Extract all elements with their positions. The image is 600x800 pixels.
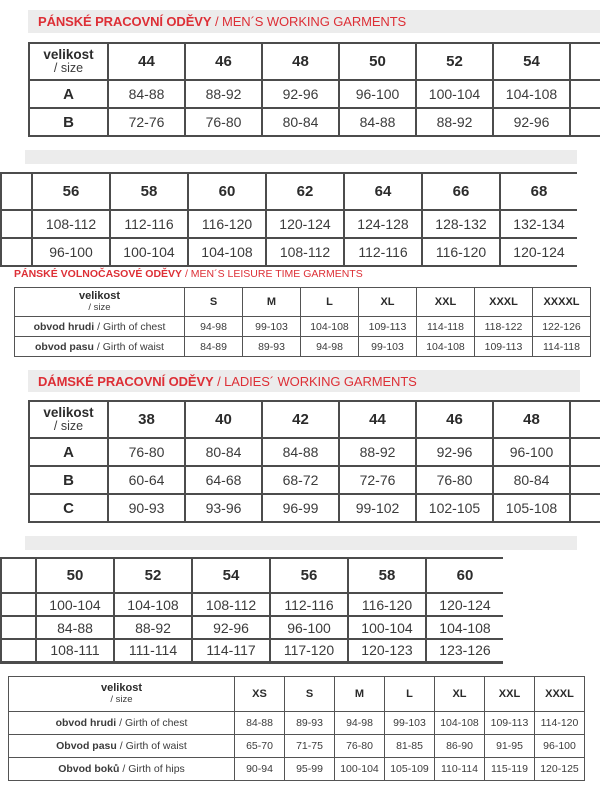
table-mens-working-1 [28, 42, 600, 137]
column-header: 44 [108, 43, 185, 80]
column-header: M [243, 288, 301, 317]
column-header: 38 [108, 401, 185, 438]
value-cell: 109-113 [359, 317, 417, 337]
value-cell: 88-92 [185, 80, 262, 108]
value-cell: 114-118 [417, 317, 475, 337]
table-ladies-working-1 [28, 400, 600, 523]
title-band-ladies-working [28, 370, 580, 392]
row-label [9, 712, 235, 735]
value-cell: 112-116 [110, 210, 188, 238]
value-cell: 96-100 [535, 735, 585, 758]
row-label [15, 337, 185, 357]
table-header-row [1, 558, 503, 593]
partial-cell [1, 593, 36, 616]
value-cell: 105-108 [493, 494, 570, 522]
value-cell: 72-76 [339, 466, 416, 494]
value-cell: 128-132 [422, 210, 500, 238]
size-label-czech: velikost [43, 404, 94, 420]
value-cell: 94-98 [335, 712, 385, 735]
value-cell: 80-84 [262, 108, 339, 136]
table-row [9, 758, 585, 781]
column-header: 50 [36, 558, 114, 593]
value-cell: 109-113 [475, 337, 533, 357]
value-cell: 84-88 [36, 616, 114, 639]
value-cell: 104-108 [188, 238, 266, 266]
table-row [15, 337, 591, 357]
size-label-header [9, 677, 235, 712]
row-label: C [29, 494, 108, 522]
value-cell: 100-104 [416, 80, 493, 108]
column-header: 46 [416, 401, 493, 438]
table-header-row [1, 173, 577, 210]
column-header: M [335, 677, 385, 712]
row-label-english: / Girth of waist [119, 740, 187, 752]
title-czech: PÁNSKÉ PRACOVNÍ ODĚVY [38, 14, 212, 29]
size-label-czech: velikost [79, 290, 120, 303]
table-ladies-working-2 [0, 557, 503, 664]
value-cell: 108-112 [266, 238, 344, 266]
partial-cell [1, 238, 32, 266]
value-cell: 84-88 [108, 80, 185, 108]
row-label-english: / Girth of chest [97, 320, 166, 333]
partial-cell [1, 558, 36, 593]
value-cell: 104-108 [435, 712, 485, 735]
size-label-english: / size [53, 419, 84, 434]
value-cell: 96-100 [339, 80, 416, 108]
value-cell: 99-103 [385, 712, 435, 735]
title-band-mens-working [28, 10, 600, 33]
partial-cell [570, 43, 600, 80]
value-cell: 92-96 [262, 80, 339, 108]
value-cell: 99-103 [243, 317, 301, 337]
row-label-czech: obvod hrudi [55, 717, 117, 729]
value-cell: 105-109 [385, 758, 435, 781]
value-cell: 100-104 [36, 593, 114, 616]
value-cell: 99-102 [339, 494, 416, 522]
value-cell: 104-108 [426, 616, 503, 639]
value-cell: 90-93 [108, 494, 185, 522]
value-cell: 120-123 [348, 639, 426, 662]
partial-cell [570, 438, 600, 466]
value-cell: 124-128 [344, 210, 422, 238]
partial-cell [1, 616, 36, 639]
value-cell: 76-80 [185, 108, 262, 136]
column-header: 46 [185, 43, 262, 80]
value-cell: 76-80 [335, 735, 385, 758]
value-cell: 71-75 [285, 735, 335, 758]
value-cell: 81-85 [385, 735, 435, 758]
value-cell: 90-94 [235, 758, 285, 781]
value-cell: 99-103 [359, 337, 417, 357]
title-czech: PÁNSKÉ VOLNOČASOVÉ ODĚVY [14, 268, 183, 280]
column-header: XL [435, 677, 485, 712]
title-english: / MEN´S LEISURE TIME GARMENTS [184, 268, 363, 280]
row-label: A [29, 80, 108, 108]
column-header: 42 [262, 401, 339, 438]
row-label-czech: Obvod boků [58, 763, 120, 775]
value-cell: 104-108 [301, 317, 359, 337]
value-cell: 84-88 [235, 712, 285, 735]
value-cell: 96-100 [493, 438, 570, 466]
title-english: / MEN´S WORKING GARMENTS [214, 14, 407, 29]
column-header: 68 [500, 173, 577, 210]
column-header: XXL [485, 677, 535, 712]
value-cell: 88-92 [339, 438, 416, 466]
value-cell: 118-122 [475, 317, 533, 337]
column-header: 56 [270, 558, 348, 593]
partial-cell [570, 401, 600, 438]
value-cell: 88-92 [114, 616, 192, 639]
table-row [1, 238, 577, 266]
value-cell: 114-117 [192, 639, 270, 662]
size-label-header [29, 43, 108, 80]
partial-cell [570, 466, 600, 494]
table-measurements-xs-xxxl [8, 676, 588, 781]
table-row [29, 466, 600, 494]
value-cell: 112-116 [344, 238, 422, 266]
value-cell: 120-124 [426, 593, 503, 616]
value-cell: 120-125 [535, 758, 585, 781]
table-mens-working-2 [0, 172, 577, 267]
value-cell: 94-98 [301, 337, 359, 357]
value-cell: 91-95 [485, 735, 535, 758]
table-row [29, 494, 600, 522]
table-row [1, 210, 577, 238]
table-mens-leisure [14, 287, 592, 357]
value-cell: 96-100 [270, 616, 348, 639]
value-cell: 96-99 [262, 494, 339, 522]
partial-cell [570, 108, 600, 136]
size-label-header [29, 401, 108, 438]
column-header: 44 [339, 401, 416, 438]
partial-cell [1, 210, 32, 238]
column-header: 40 [185, 401, 262, 438]
column-header: 58 [348, 558, 426, 593]
table-header-row [29, 43, 600, 80]
column-header: 64 [344, 173, 422, 210]
column-header: 52 [114, 558, 192, 593]
value-cell: 108-112 [192, 593, 270, 616]
value-cell: 123-126 [426, 639, 503, 662]
column-header: 48 [493, 401, 570, 438]
section-separator [25, 536, 577, 550]
row-label [15, 317, 185, 337]
column-header: XXXL [475, 288, 533, 317]
value-cell: 68-72 [262, 466, 339, 494]
table-header-row [29, 401, 600, 438]
column-header: 60 [188, 173, 266, 210]
size-label-english: / size [110, 694, 133, 706]
column-header: S [185, 288, 243, 317]
table-row [29, 108, 600, 136]
value-cell: 116-120 [348, 593, 426, 616]
value-cell: 95-99 [285, 758, 335, 781]
value-cell: 96-100 [32, 238, 110, 266]
value-cell: 84-88 [339, 108, 416, 136]
row-label-english: / Girth of waist [96, 340, 164, 353]
row-label-czech: obvod hrudi [33, 320, 95, 333]
section-title-ladies-working [38, 374, 417, 389]
column-header: 54 [192, 558, 270, 593]
value-cell: 84-88 [262, 438, 339, 466]
value-cell: 86-90 [435, 735, 485, 758]
column-header: 48 [262, 43, 339, 80]
value-cell: 132-134 [500, 210, 577, 238]
table-row [1, 639, 503, 662]
value-cell: 89-93 [285, 712, 335, 735]
value-cell: 114-120 [535, 712, 585, 735]
column-header: XXXL [535, 677, 585, 712]
value-cell: 80-84 [493, 466, 570, 494]
value-cell: 110-114 [435, 758, 485, 781]
partial-cell [1, 173, 32, 210]
table-row [1, 593, 503, 616]
value-cell: 109-113 [485, 712, 535, 735]
column-header: XS [235, 677, 285, 712]
value-cell: 100-104 [110, 238, 188, 266]
column-header: 58 [110, 173, 188, 210]
value-cell: 120-124 [266, 210, 344, 238]
row-label-english: / Girth of hips [122, 763, 185, 775]
value-cell: 116-120 [188, 210, 266, 238]
column-header: 52 [416, 43, 493, 80]
table-row [29, 80, 600, 108]
column-header: 54 [493, 43, 570, 80]
row-label [9, 735, 235, 758]
title-english: / LADIES´ WORKING GARMENTS [217, 373, 417, 389]
value-cell: 115-119 [485, 758, 535, 781]
size-label-english: / size [53, 61, 84, 76]
value-cell: 88-92 [416, 108, 493, 136]
row-label-czech: obvod pasu [35, 340, 94, 353]
value-cell: 114-118 [533, 337, 591, 357]
column-header: XXXXL [533, 288, 591, 317]
row-label: A [29, 438, 108, 466]
value-cell: 108-112 [32, 210, 110, 238]
row-label-english: / Girth of chest [119, 717, 188, 729]
table-row [1, 616, 503, 639]
size-label-czech: velikost [43, 46, 94, 62]
column-header: L [385, 677, 435, 712]
column-header: L [301, 288, 359, 317]
section-title-mens-leisure [14, 268, 363, 280]
value-cell: 64-68 [185, 466, 262, 494]
value-cell: 94-98 [185, 317, 243, 337]
column-header: XXL [417, 288, 475, 317]
value-cell: 104-108 [114, 593, 192, 616]
partial-cell [570, 80, 600, 108]
table-row [9, 712, 585, 735]
column-header: 66 [422, 173, 500, 210]
table-header-row [15, 288, 591, 317]
value-cell: 93-96 [185, 494, 262, 522]
column-header: 56 [32, 173, 110, 210]
value-cell: 65-70 [235, 735, 285, 758]
column-header: 60 [426, 558, 503, 593]
value-cell: 92-96 [493, 108, 570, 136]
table-row [29, 438, 600, 466]
table-row [9, 735, 585, 758]
value-cell: 104-108 [493, 80, 570, 108]
value-cell: 104-108 [417, 337, 475, 357]
value-cell: 76-80 [416, 466, 493, 494]
value-cell: 120-124 [500, 238, 577, 266]
value-cell: 111-114 [114, 639, 192, 662]
row-label: B [29, 466, 108, 494]
column-header: 50 [339, 43, 416, 80]
row-label: B [29, 108, 108, 136]
value-cell: 112-116 [270, 593, 348, 616]
value-cell: 92-96 [416, 438, 493, 466]
section-separator [25, 150, 577, 164]
value-cell: 100-104 [335, 758, 385, 781]
section-title-mens-working [38, 14, 406, 29]
column-header: 62 [266, 173, 344, 210]
value-cell: 76-80 [108, 438, 185, 466]
size-label-header [15, 288, 185, 317]
size-label-czech: velikost [101, 682, 142, 695]
title-czech: DÁMSKÉ PRACOVNÍ ODĚVY [38, 373, 214, 389]
partial-cell [1, 639, 36, 662]
column-header: S [285, 677, 335, 712]
value-cell: 84-89 [185, 337, 243, 357]
value-cell: 72-76 [108, 108, 185, 136]
table-row [15, 317, 591, 337]
value-cell: 60-64 [108, 466, 185, 494]
value-cell: 116-120 [422, 238, 500, 266]
value-cell: 80-84 [185, 438, 262, 466]
size-label-english: / size [88, 302, 111, 314]
table-header-row [9, 677, 585, 712]
partial-cell [570, 494, 600, 522]
value-cell: 122-126 [533, 317, 591, 337]
value-cell: 92-96 [192, 616, 270, 639]
row-label [9, 758, 235, 781]
value-cell: 102-105 [416, 494, 493, 522]
row-label-czech: Obvod pasu [56, 740, 117, 752]
value-cell: 89-93 [243, 337, 301, 357]
column-header: XL [359, 288, 417, 317]
value-cell: 100-104 [348, 616, 426, 639]
value-cell: 108-111 [36, 639, 114, 662]
value-cell: 117-120 [270, 639, 348, 662]
